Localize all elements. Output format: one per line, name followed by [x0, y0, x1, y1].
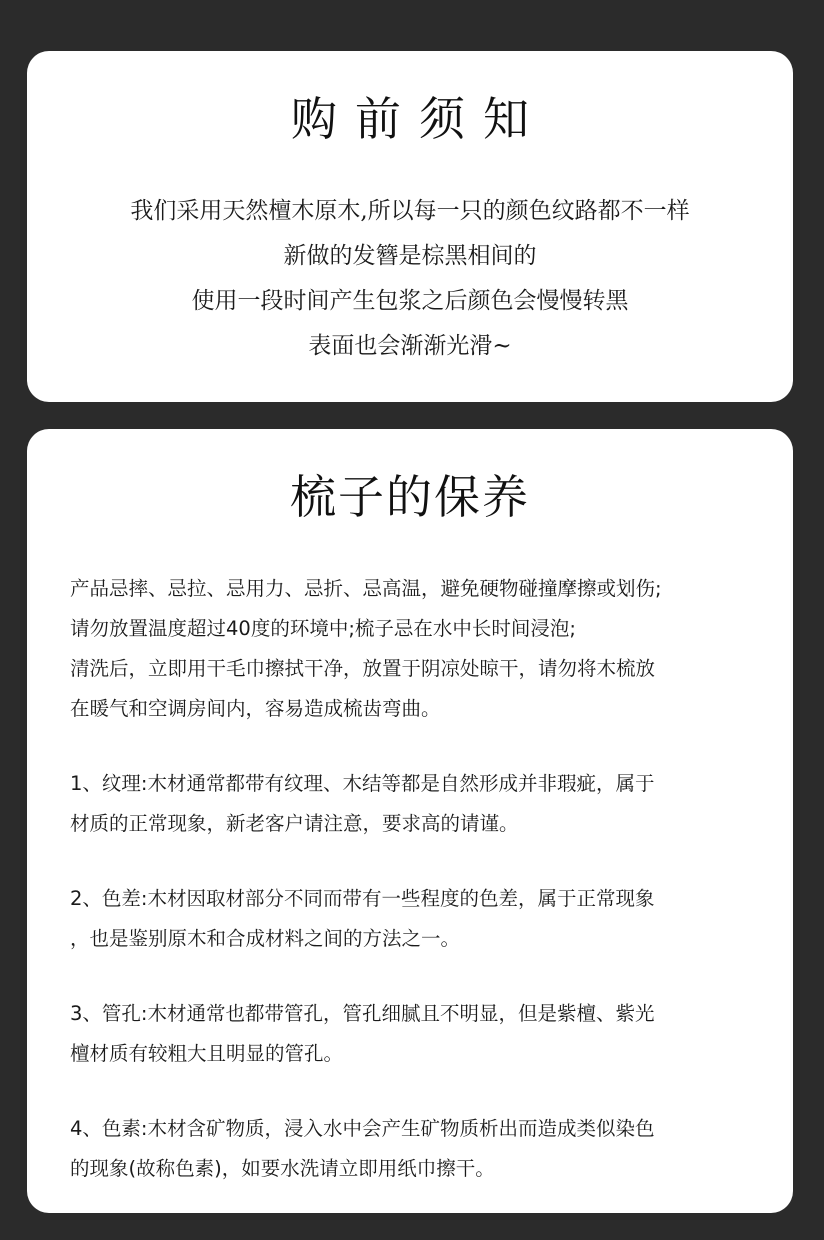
spacer [70, 959, 763, 994]
care-item-texture [70, 764, 763, 844]
care-intro-line: 请勿放置温度超过40度的环境中;梳子忌在水中长时间浸泡; [70, 617, 576, 640]
spacer [70, 729, 763, 764]
care-item-line: 檀材质有较粗大且明显的管孔。 [70, 1042, 344, 1065]
care-item-line: 的现象(故称色素)，如要水洗请立即用纸巾擦干。 [70, 1157, 495, 1180]
care-intro-line: 在暖气和空调房间内，容易造成梳齿弯曲。 [70, 697, 441, 720]
care-item-line: 1、纹理:木材通常都带有纹理、木结等都是自然形成并非瑕疵，属于 [70, 772, 655, 795]
notice-line: 表面也会渐渐光滑~ [308, 333, 512, 359]
care-intro [70, 569, 763, 729]
care-item-line: 4、色素:木材含矿物质，浸入水中会产生矿物质析出而造成类似染色 [70, 1117, 655, 1140]
care-text [70, 569, 763, 1189]
care-title: 梳子的保养 [290, 470, 530, 524]
care-item-line: ，也是鉴别原木和合成材料之间的方法之一。 [70, 927, 461, 950]
spacer [70, 844, 763, 879]
notice-text [27, 189, 793, 369]
notice-title: 购前须知 [291, 92, 547, 146]
purchase-notice-card [27, 51, 793, 402]
care-item-line: 材质的正常现象，新老客户请注意，要求高的请谨。 [70, 812, 519, 835]
spacer [70, 1074, 763, 1109]
care-intro-line: 清洗后，立即用干毛巾擦拭干净，放置于阴凉处晾干，请勿将木梳放 [70, 657, 656, 680]
notice-line: 我们采用天然檀木原木,所以每一只的颜色纹路都不一样 [130, 198, 690, 224]
comb-care-card [27, 429, 793, 1213]
notice-line: 新做的发簪是棕黑相间的 [283, 243, 537, 269]
care-item-line: 2、色差:木材因取材部分不同而带有一些程度的色差，属于正常现象 [70, 887, 655, 910]
notice-line: 使用一段时间产生包浆之后颜色会慢慢转黑 [191, 288, 629, 314]
care-item-line: 3、管孔:木材通常也都带管孔，管孔细腻且不明显，但是紫檀、紫光 [70, 1002, 655, 1025]
care-item-pigment [70, 1109, 763, 1189]
care-item-pores [70, 994, 763, 1074]
care-intro-line: 产品忌摔、忌拉、忌用力、忌折、忌高温，避免硬物碰撞摩擦或划伤; [70, 577, 662, 600]
care-item-color-difference [70, 879, 763, 959]
